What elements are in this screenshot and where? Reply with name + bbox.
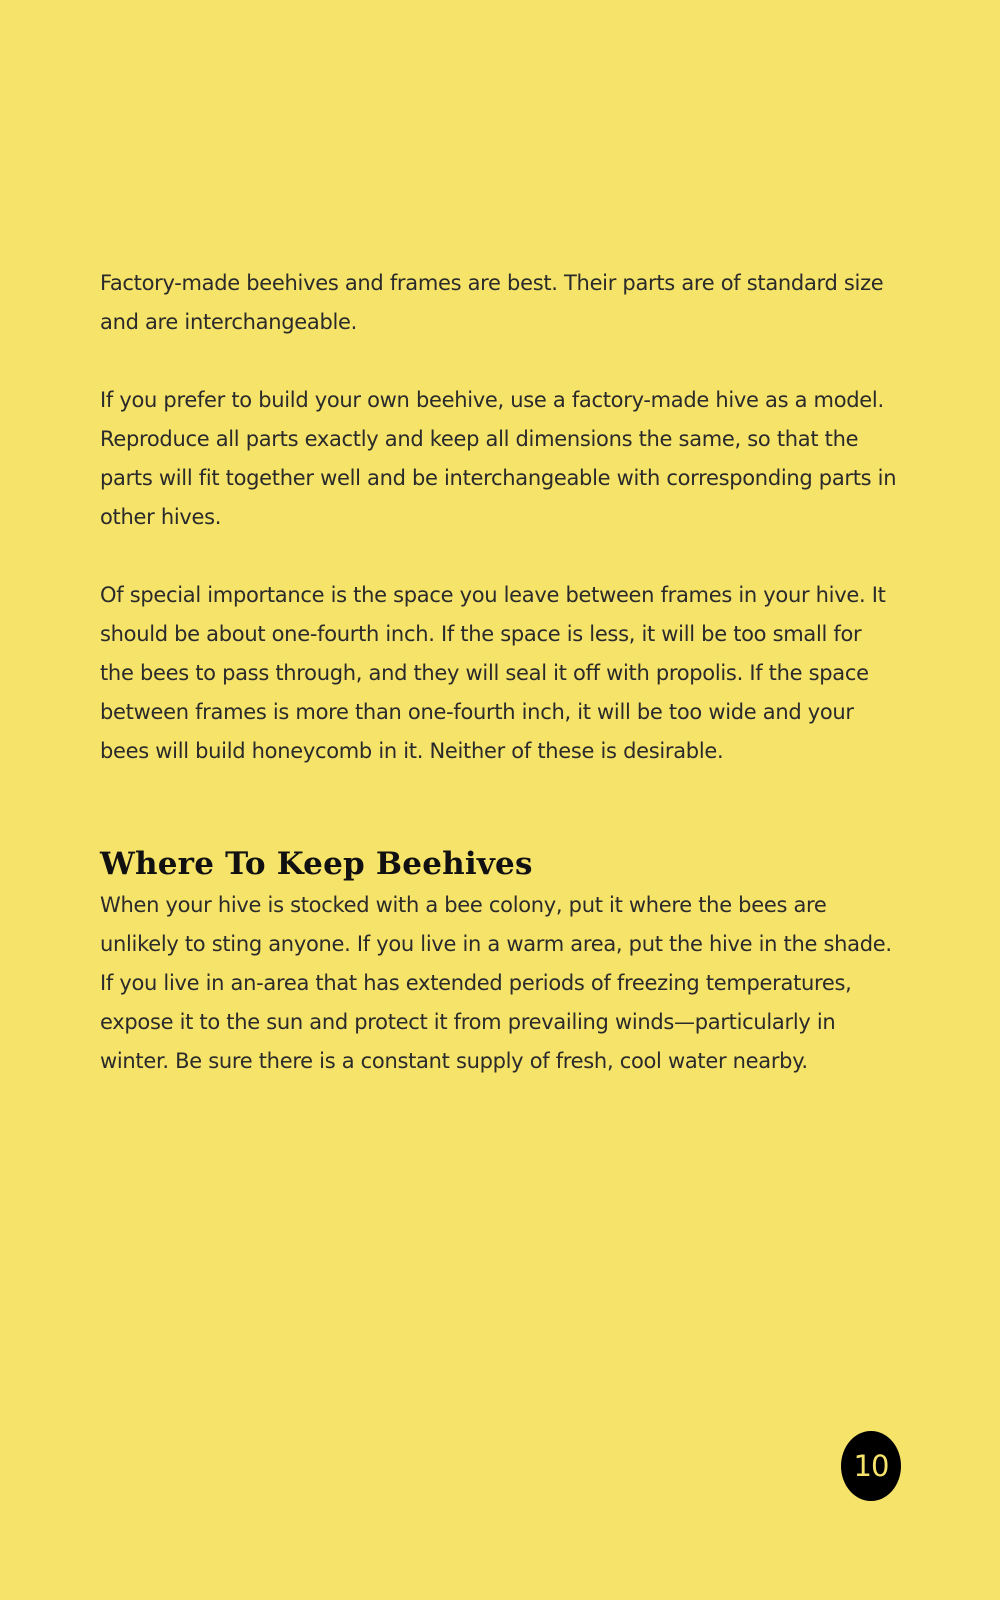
body-paragraph-3: Of special importance is the space you leave between frames in your hive. It should be about one-fourth inch. If the space is less, it will be too small for the bees to pass through, and they will seal it off with propolis. If the space between frames is more than one-fourth inch, it will be too wide and your bees will build honeycomb in it. Neither of these is desirable. [100, 583, 886, 763]
body-paragraph-2: If you prefer to build your own beehive, use a factory-made hive as a model. Reproduce all parts exactly and keep all dimensions the same, so that the parts will fit together well and be interchangeable with corresponding parts in other hives. [100, 388, 897, 529]
body-paragraph-1: Factory-made beehives and frames are best. Their parts are of standard size and are interchangeable. [100, 271, 884, 334]
page-number: 10 [853, 1449, 889, 1483]
section-paragraph: When your hive is stocked with a bee colony, put it where the bees are unlikely to sting anyone. If you live in a warm area, put the hive in the shade. If you live in an-area that has extended periods of freezing temperatures, expose it to the sun and protect it from prevailing winds—particularly in winter. Be sure there is a constant supply of fresh, cool water nearby. [100, 893, 892, 1073]
page-number-badge [841, 1431, 901, 1501]
page-content [100, 264, 900, 1081]
section-heading: Where To Keep Beehives [100, 846, 533, 882]
